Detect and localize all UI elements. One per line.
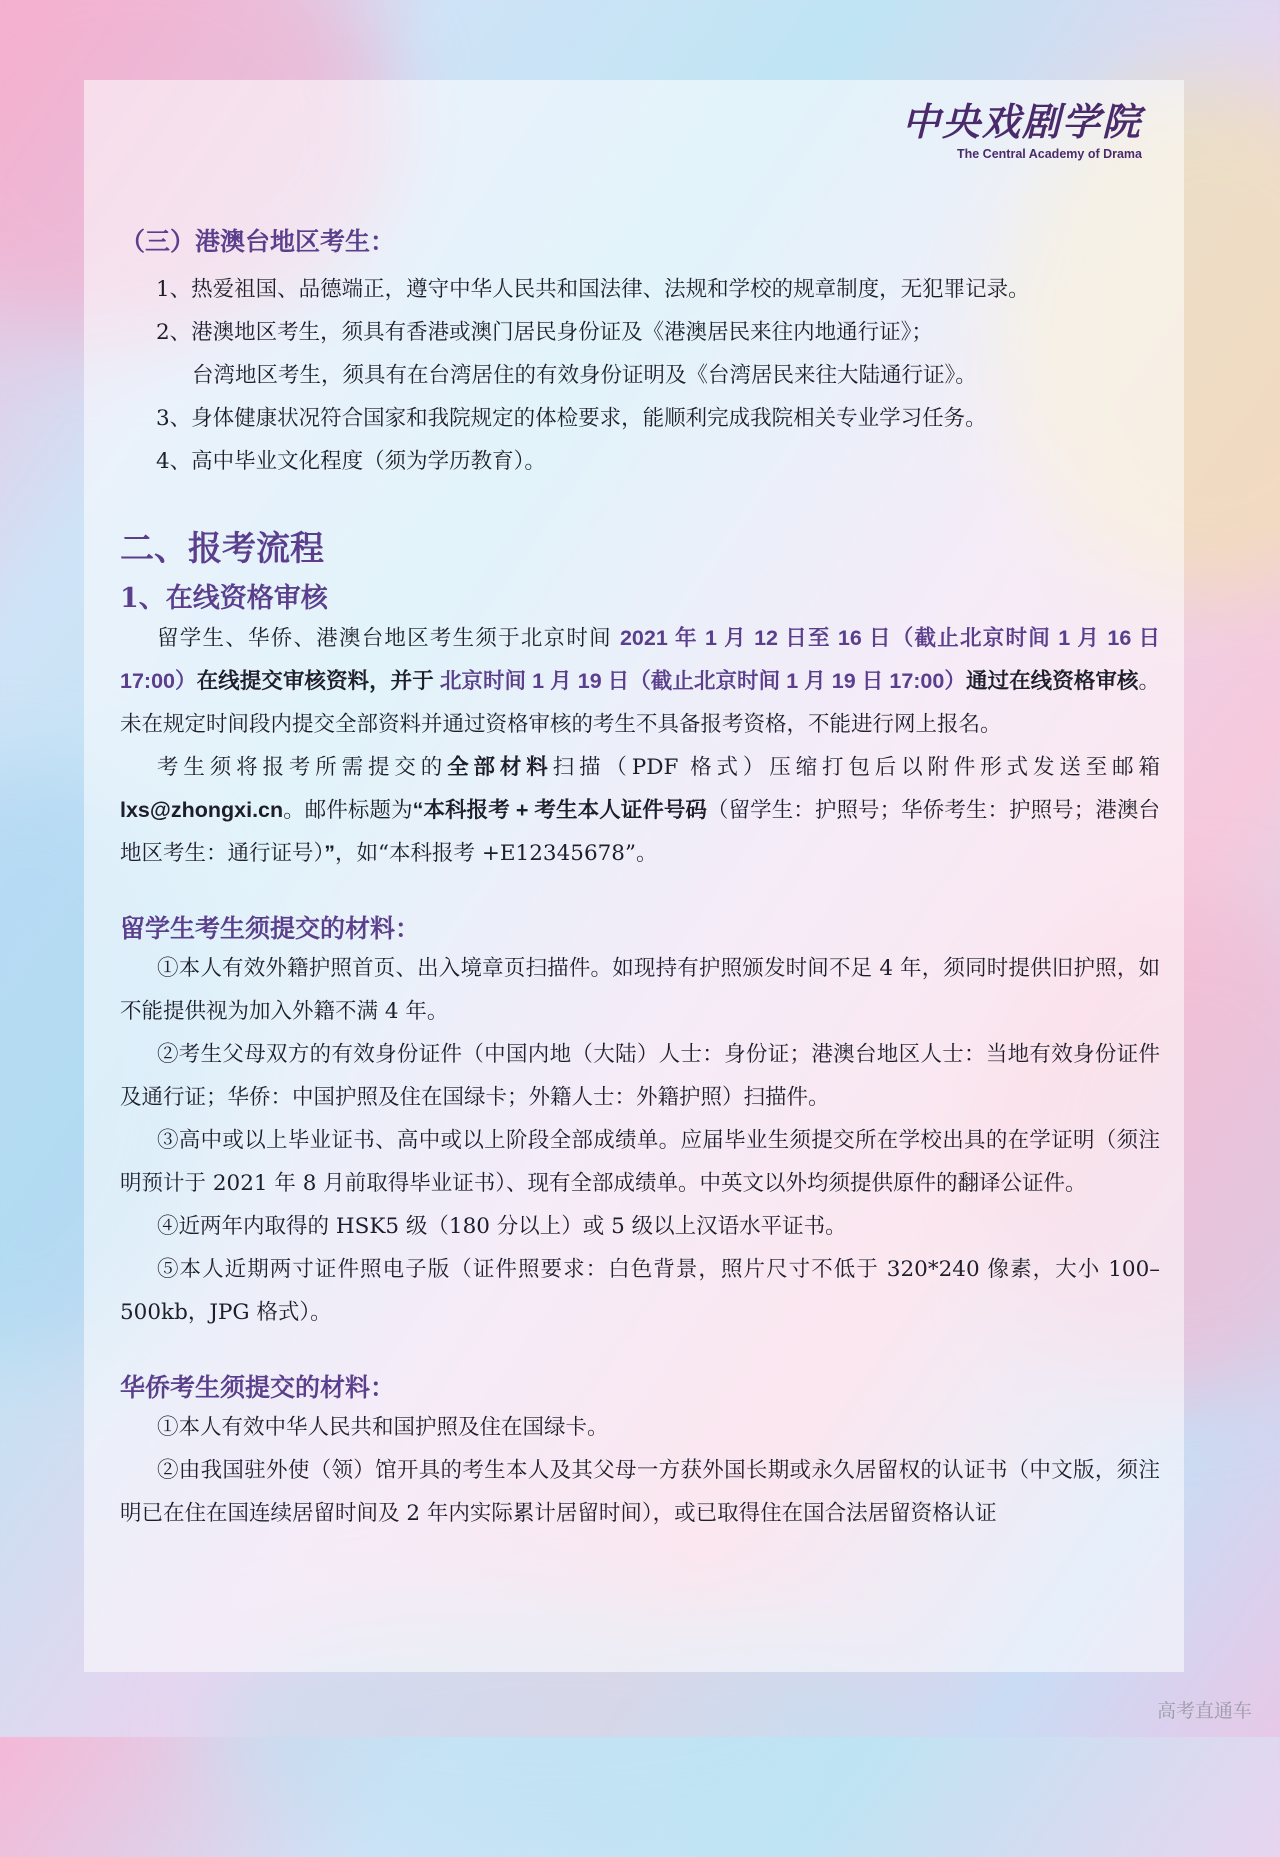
deadline: 北京时间 1 月 19 日（截止北京时间 1 月 19 日 17:00） bbox=[439, 669, 966, 693]
list-item: ②由我国驻外使（领）馆开具的考生本人及其父母一方获外国长期或永久居留权的认证书（中文版，须注明已在住在国连续居留时间及 2 年内实际累计居留时间），或已取得住在国合法居留资格认证 bbox=[120, 1458, 1160, 1526]
list-item: ③高中或以上毕业证书、高中或以上阶段全部成绩单。应届毕业生须提交所在学校出具的在学证明（须注明预计于 2021 年 8 月前取得毕业证书）、现有全部成绩单。中英文以外均须提供原件的翻译公证件。 bbox=[120, 1128, 1160, 1196]
watermark: 高考直通车 bbox=[1156, 1700, 1252, 1722]
text: ，如“本科报考 +E12345678”。 bbox=[335, 841, 658, 866]
list-item: 3、身体健康状况符合国家和我院规定的体检要求，能顺利完成我院相关专业学习任务。 bbox=[156, 406, 987, 431]
text: 扫描（PDF 格式）压缩打包后以附件形式发送至邮箱 bbox=[552, 755, 1160, 780]
email-address[interactable]: lxs@zhongxi.cn bbox=[120, 798, 284, 822]
list-item: ④近两年内取得的 HSK5 级（180 分以上）或 5 级以上汉语水平证书。 bbox=[157, 1214, 847, 1239]
list-item: ①本人有效中华人民共和国护照及住在国绿卡。 bbox=[157, 1415, 609, 1440]
subheading-online-review: 1、在线资格审核 bbox=[120, 583, 328, 614]
list-item: 台湾地区考生，须具有在台湾居住的有效身份证明及《台湾居民来往大陆通行证》。 bbox=[192, 363, 977, 388]
text-bold: ” bbox=[324, 841, 336, 865]
date-range: 2021 年 1 月 12 日至 16 日（截止北京时间 1 月 16 日 17:00） bbox=[120, 626, 1160, 693]
list-item: 2、港澳地区考生，须具有香港或澳门居民身份证及《港澳居民来往内地通行证》； bbox=[156, 320, 933, 345]
list-item: ①本人有效外籍护照首页、出入境章页扫描件。如现持有护照颁发时间不足 4 年，须同时提供旧护照，如不能提供视为加入外籍不满 4 年。 bbox=[120, 956, 1160, 1024]
paragraph-review-dates bbox=[120, 617, 1160, 746]
section-heading-hk-macao-taiwan: （三）港澳台地区考生： bbox=[120, 227, 396, 256]
text: （留学生：护照号；华侨考生：护照号；港澳台地区考生：通行证号） bbox=[120, 798, 1160, 866]
list-item: ⑤本人近期两寸证件照电子版（证件照要求：白色背景，照片尺寸不低于 320*240 像素，大小 100–500kb，JPG 格式）。 bbox=[120, 1257, 1160, 1325]
text: 。邮件标题为 bbox=[283, 798, 413, 823]
section-heading-process: 二、报考流程 bbox=[120, 529, 324, 569]
text: 考生须将报考所需提交的 bbox=[157, 755, 448, 780]
text-bold: 全部材料 bbox=[447, 755, 553, 779]
paragraph-email bbox=[120, 746, 1160, 875]
text-bold: 在线提交审核资料，并于 bbox=[196, 669, 440, 693]
list-item: 4、高中毕业文化程度（须为学历教育）。 bbox=[156, 449, 546, 474]
text: 留学生、华侨、港澳台地区考生须于北京时间 bbox=[157, 626, 620, 651]
text-bold: “本科报考 + 考生本人证件号码 bbox=[412, 798, 708, 822]
text: 。未在规定时间段内提交全部资料并通过资格审核的考生不具备报考资格，不能进行网上报名。 bbox=[120, 669, 1160, 737]
logo-chinese: 中央戏剧学院 bbox=[901, 99, 1142, 144]
section-heading-overseas-chinese: 华侨考生须提交的材料： bbox=[120, 1373, 396, 1402]
section-heading-international-students: 留学生考生须提交的材料： bbox=[120, 914, 421, 943]
text-bold: 通过在线资格审核 bbox=[965, 669, 1139, 693]
list-item: ②考生父母双方的有效身份证件（中国内地（大陆）人士：身份证；港澳台地区人士：当地有效身份证件及通行证；华侨：中国护照及住在国绿卡；外籍人士：外籍护照）扫描件。 bbox=[120, 1042, 1160, 1110]
list-item: 1、热爱祖国、品德端正，遵守中华人民共和国法律、法规和学校的规章制度，无犯罪记录。 bbox=[156, 277, 1030, 302]
document-body bbox=[120, 222, 1160, 1535]
logo-english: The Central Academy of Drama bbox=[956, 147, 1142, 161]
academy-logo bbox=[901, 99, 1142, 161]
